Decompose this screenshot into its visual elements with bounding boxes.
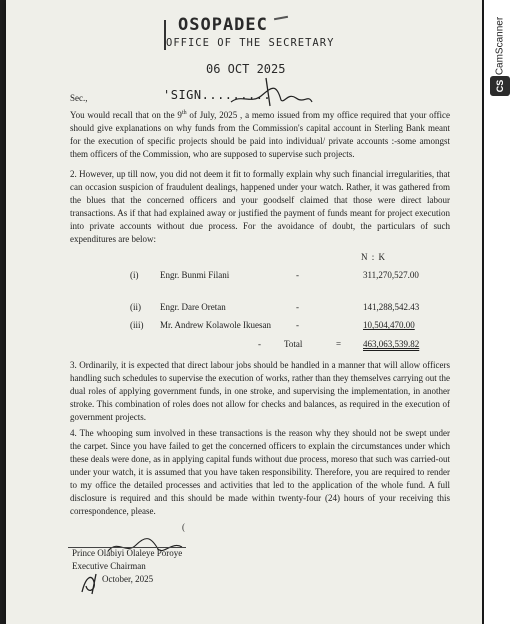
salutation: Sec.,	[70, 93, 88, 103]
sign-label: 'SIGN.........	[163, 88, 272, 102]
letter-page	[6, 0, 482, 624]
scanner-label: CamScanner	[494, 16, 506, 76]
total-label: Total	[284, 339, 303, 349]
handwritten-signature	[226, 72, 316, 112]
expenditure-number: (iii)	[130, 320, 144, 330]
scanner-logo-icon: CS	[490, 76, 510, 96]
expenditure-name: Engr. Bunmi Filani	[160, 270, 230, 280]
paragraph-4: 4. The whooping sum involved in these transactions is the reason why they should not be swept under the carpet. Since you have failed to get the concerned officers to explain the circumstances under which these deals were done, as in applying capital funds without due process, moreso that such was carried-out under your watch, it is assumed that you have taken responsibility. Therefore, you are required to render to my office the detailed processes and activities that led to the application of the whole fund. A full disclosure is required and this should be made within twenty-four (24) hours of your receiving this correspondence, please.	[70, 428, 450, 516]
expenditure-number: (i)	[130, 270, 139, 280]
stray-mark: (	[182, 522, 185, 532]
stamp-date: 06 OCT 2025	[206, 62, 286, 76]
currency-header: N : K	[361, 252, 386, 262]
signatory-name: Prince Olabiyi Olaleye Poroye	[72, 548, 183, 558]
paragraph-2: 2. However, up till now, you did not deem it fit to formally explain why such financial irregularities, that can occasion suspicion of fraudulent dealings, happened under your watch. Rather, it was gathered from the blues that the concerned officers and your goodself claimed that those were direct labour transactions. As if that had explained away or justified the payment of funds meant for project execution into private accounts without due process. For the avoidance of doubt, the particulars of such expenditures are below:	[70, 169, 450, 244]
expenditure-number: (ii)	[130, 302, 141, 312]
paragraph-1: You would recall that on the 9th of July, 2025 , a memo issued from my office required that your office should give explanations on why funds from the Commission's capital account in Sterling Bank meant for the execution of specific projects should be paid into individual/ private accounts :-some amongst them officers of the Commission, who are supposed to supervise such projects.	[70, 110, 450, 159]
signature-date: October, 2025	[102, 574, 154, 584]
expenditure-amount: 141,288,542.43	[363, 302, 420, 312]
stamp-organization: OSOPADEC	[178, 15, 268, 35]
expenditure-name: Mr. Andrew Kolawole Ikuesan	[160, 320, 271, 330]
expenditure-dash: -	[296, 320, 299, 330]
expenditure-dash: -	[296, 302, 299, 312]
expenditure-amount: 10,504,470.00	[363, 320, 415, 330]
handwritten-day	[78, 570, 104, 596]
total-dash: -	[258, 339, 261, 349]
total-equals: =	[336, 339, 342, 349]
expenditure-amount: 311,270,527.00	[363, 270, 419, 280]
signatory-title: Executive Chairman	[72, 561, 146, 571]
total-amount: 463,063,539.82	[363, 339, 420, 349]
stamp-office: OFFICE OF THE SECRETARY	[166, 37, 335, 49]
expenditure-name: Engr. Dare Oretan	[160, 302, 226, 312]
paragraph-3: 3. Ordinarily, it is expected that direct labour jobs should be handled in a manner that will allow officers handling such schedules to supervise the execution of works, rather than they themselves carrying out the dual roles of applying government funds, in one stroke, and supervising the implementation, in another stroke. This combination of roles does not allow for checks and balances, as required in the execution of government projects.	[70, 360, 450, 422]
stamp-bar	[274, 16, 288, 20]
scanner-watermark	[484, 0, 518, 624]
expenditure-dash: -	[296, 270, 299, 280]
